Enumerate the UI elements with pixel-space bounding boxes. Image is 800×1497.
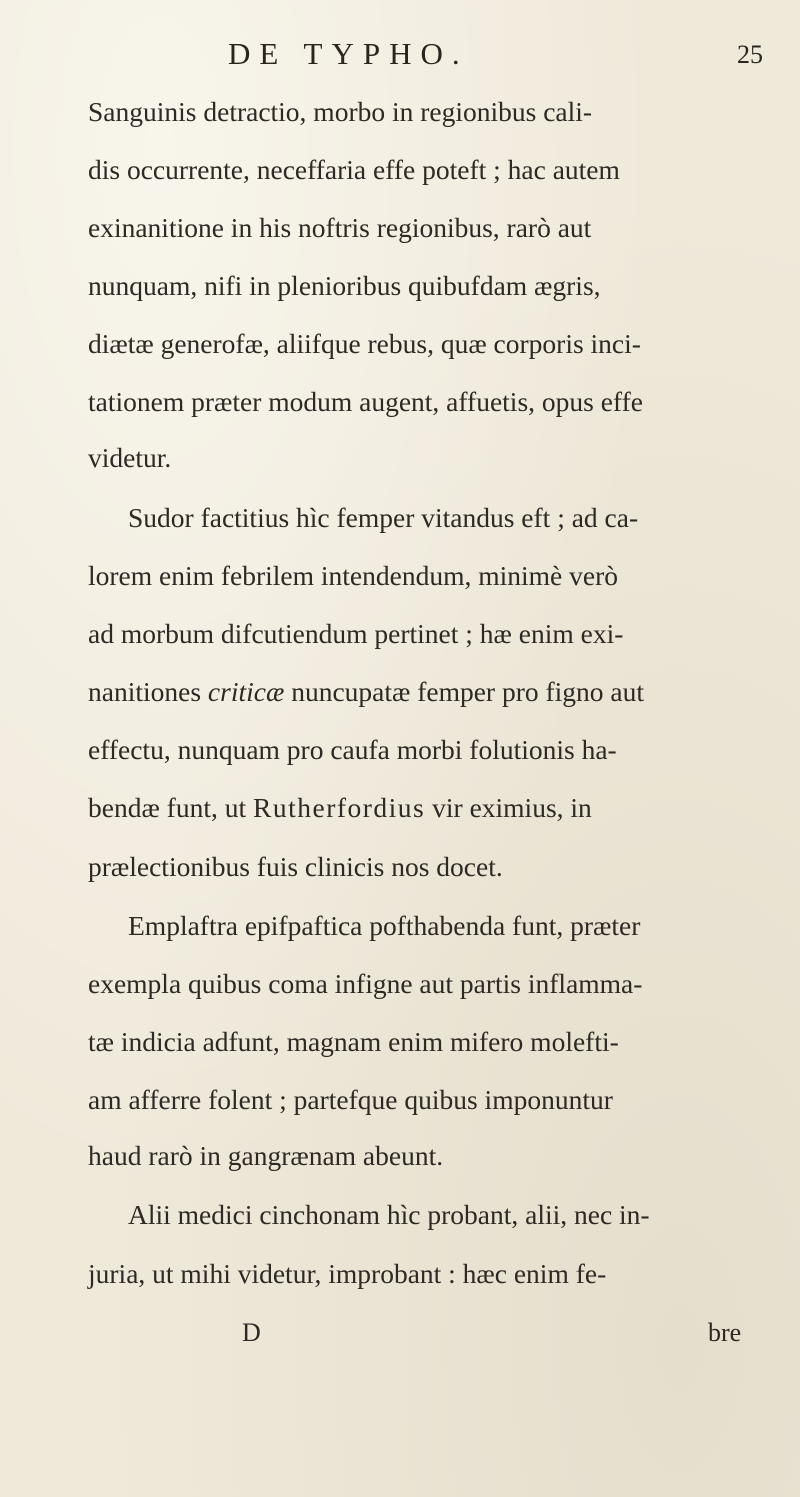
text-line: prælectionibus fuis clinicis nos docet. — [88, 851, 503, 882]
italic-term: criticæ — [207, 676, 285, 707]
text-line: videtur. — [88, 442, 172, 473]
page-header — [0, 36, 800, 86]
page-number: 25 — [737, 40, 763, 69]
text-line: am afferre folent ; partefque quibus imponuntur — [88, 1084, 613, 1115]
running-head: DE TYPHO. — [228, 36, 469, 71]
text-line: juria, ut mihi videtur, improbant : hæc enim fe- — [88, 1258, 607, 1289]
text-line: Alii medici cinchonam hìc probant, alii, nec in- — [128, 1199, 650, 1230]
text-segment: vir eximius, in — [432, 792, 592, 823]
text-line: dis occurrente, neceffaria effe poteft ; hac autem — [88, 154, 620, 185]
text-line: Emplaftra epifpaftica pofthabenda funt, præter — [128, 910, 641, 941]
text-segment: nuncupatæ femper pro figno aut — [291, 676, 645, 707]
text-line: exempla quibus coma infigne aut partis inflamma- — [88, 968, 643, 999]
text-line: effectu, nunquam pro caufa morbi folutionis ha- — [88, 734, 617, 765]
text-line: tationem præter modum augent, affuetis, opus effe — [88, 386, 643, 417]
text-line: diætæ generofæ, aliifque rebus, quæ corporis inci- — [88, 328, 641, 359]
catchword: bre — [708, 1318, 742, 1347]
text-segment: nanitiones — [88, 676, 202, 707]
text-line: lorem enim febrilem intendendum, minimè verò — [88, 560, 618, 591]
text-line: haud rarò in gangrænam abeunt. — [88, 1140, 444, 1171]
text-line: Sudor factitius hìc femper vitandus eft ; ad ca- — [128, 502, 639, 533]
text-line: Sanguinis detractio, morbo in regionibus cali- — [88, 96, 593, 127]
text-line: exinanitione in his noftris regionibus, rarò aut — [88, 212, 592, 243]
text-line — [88, 675, 644, 709]
signature-mark: D — [242, 1318, 261, 1347]
text-line: nunquam, nifi in plenioribus quibufdam ægris, — [88, 270, 601, 301]
text-line — [88, 791, 592, 825]
text-segment: bendæ funt, ut — [88, 792, 247, 823]
text-line: ad morbum difcutiendum pertinet ; hæ enim exi- — [88, 618, 624, 649]
author-name: Rutherfordius — [253, 792, 426, 823]
text-line: tæ indicia adfunt, magnam enim mifero molefti- — [88, 1026, 619, 1057]
